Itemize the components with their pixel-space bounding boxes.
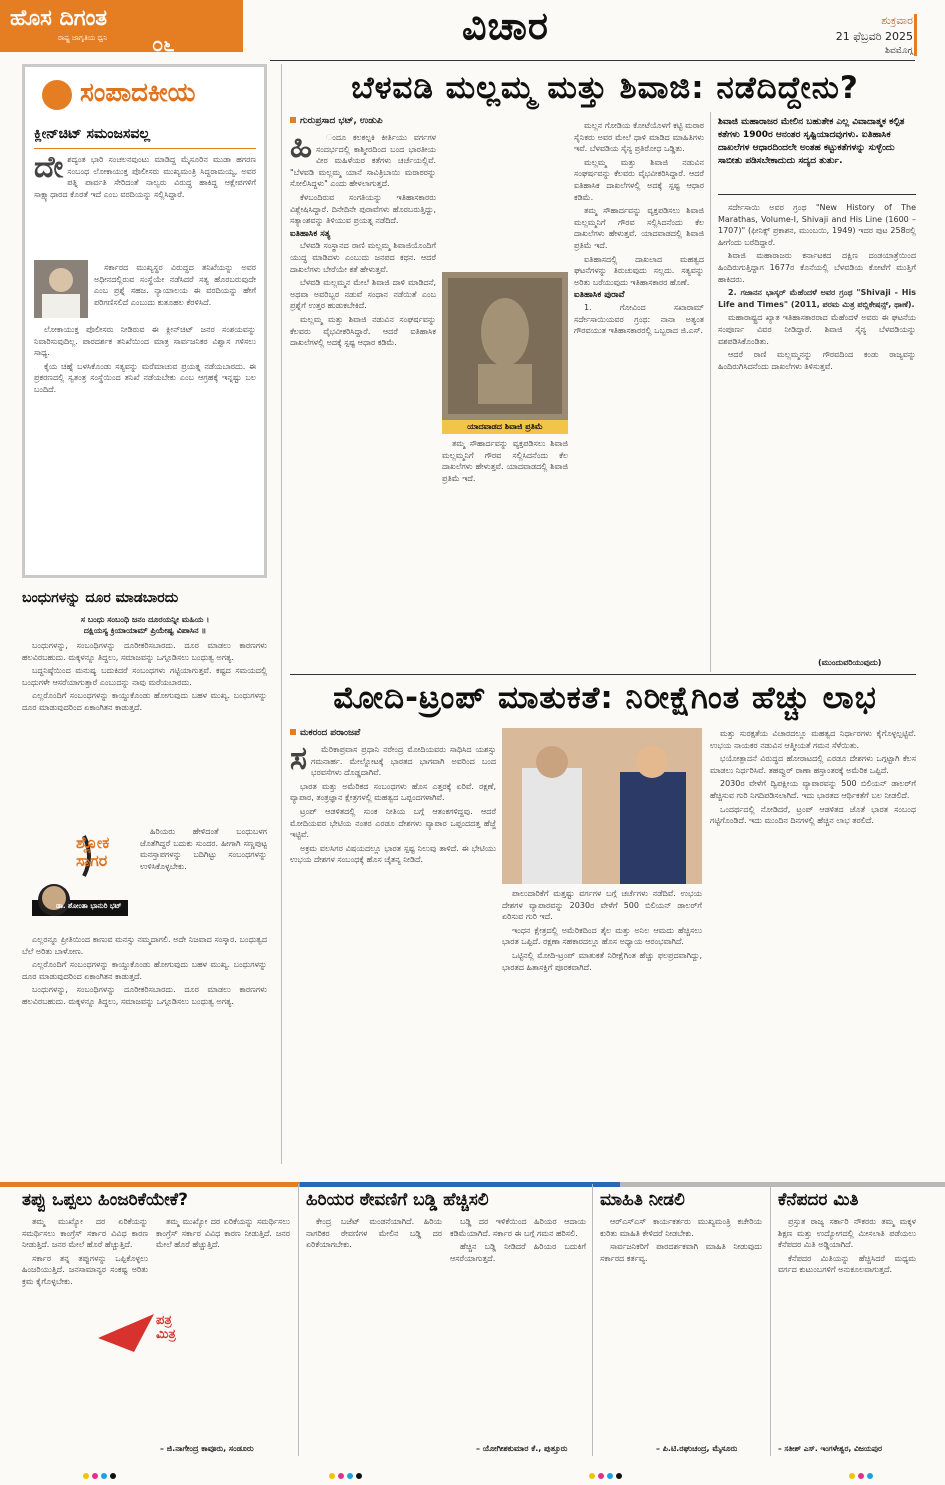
editorial-dropcap: ದೇ bbox=[34, 154, 64, 185]
a1-col2-p2: ಮಲ್ಲಮ್ಮ ಮತ್ತು ಶಿವಾಜಿ ನಡುವಿನ ಸಂಘರ್ಷವನ್ನು ಕೆಲವರು ವೈಭವೀಕರಿಸಿದ್ದಾರೆ. ಆದರೆ ಐತಿಹಾಸಿಕ ದಾಖಲೆಗಳಲ್ಲಿ ಅದಕ್ಕೆ ಸ್ಪಷ್ಟ ಆಧಾರ ಕಡಿಮೆ. bbox=[574, 157, 704, 202]
section-color-bar bbox=[0, 1172, 945, 1177]
editorial-para-3: ಲೋಕಾಯುಕ್ತ ಪೊಲೀಸರು ನೀಡಿರುವ ಈ ಕ್ಲೀನ್‌ಚಿಟ್ ಜನರ ಸಂಶಯವನ್ನು ನಿವಾರಿಸುವುದಿಲ್ಲ. ಪಾರದರ್ಶಕ ತನಿಖೆಯಿಂದ ಮಾತ್ರ ಸಾರ್ವಜನಿಕರ ವಿಶ್ವಾಸ ಗಳಿಸಲು ಸಾಧ್ಯ. bbox=[34, 325, 256, 358]
left-para-4: ಹಿರಿಯರು ಹೇಳಿದಂತೆ ಬಂಧುಬಳಗ ಜೊತೆಗಿದ್ದರೆ ಬದುಕು ಸುಂದರ. ಹೀಗಾಗಿ ಸಣ್ಣಪುಟ್ಟ ಮನಸ್ತಾಪಗಳನ್ನು ಬದಿಗಿಟ್ಟು ಸಂಬಂಧಗಳನ್ನು ಉಳಿಸಿಕೊಳ್ಳಬೇಕು. bbox=[140, 827, 267, 871]
creamy-layer-headline: ಕೆನೆಪದರ ಮಿತಿ bbox=[778, 1190, 859, 1210]
a2-col2-p3: ಒಟ್ಟಿನಲ್ಲಿ ಮೋದಿ-ಟ್ರಂಪ್ ಮಾತುಕತೆ ನಿರೀಕ್ಷೆಗಿಂತ ಹೆಚ್ಚು ಫಲಪ್ರದವಾಗಿದ್ದು, ಭಾರತದ ಹಿತಾಸಕ್ತಿಗೆ ಪೂರಕವಾಗಿದೆ. bbox=[502, 950, 702, 972]
article1-col1b bbox=[442, 438, 568, 672]
a2-col3-p1: ಮತ್ತು ಸುರಕ್ಷತೆಯ ವಿಚಾರದಲ್ಲೂ ಮಹತ್ವದ ನಿರ್ಧಾರಗಳು ಕೈಗೊಳ್ಳಲ್ಪಟ್ಟಿವೆ. ಉಭಯ ನಾಯಕರ ನಡುವಿನ ಆತ್ಮೀಯತೆ ಗಮನ ಸೆಳೆಯಿತು. bbox=[710, 729, 916, 750]
a1-col2-p4: ಐತಿಹಾಸದಲ್ಲಿ ದಾಖಲಾದ ಮಹತ್ವದ ಘಟನೆಗಳನ್ನು ತಿರುಚುವುದು ಸಲ್ಲದು. ಸತ್ಯವನ್ನು ಅರಿತು ಬರೆಯುವುದು ಇತಿಹಾಸಕಾರರ ಹೊಣೆ. bbox=[574, 254, 704, 287]
left-para-1: ಬಂಧುಗಳನ್ನು, ಸಂಬಂಧಿಗಳನ್ನು ದೂರೀಕರಿಸಬಾರದು. ದೂರ ಮಾಡಲು ಕಾರಣಗಳು ಹಲವಿರಬಹುದು. ಮಕ್ಕಳನ್ನೂ ತಿದ್ದಲು, ಸಮಾಜವನ್ನು ಒಗ್ಗೂಡಿಸಲು ಬಂಧುತ್ವ ಅಗತ್ಯ. bbox=[22, 641, 267, 662]
left-para-3b: ಎಲ್ಲರೊಂದಿಗೆ ಸಂಬಂಧಗಳನ್ನು ಕಾಯ್ದುಕೊಂಡು ಹೋಗುವುದು ಬಹಳ ಮುಖ್ಯ. ಬಂಧುಗಳನ್ನು ದೂರ ಮಾಡುವುದರಿಂದ ಏಕಾಂಗಿತನ ಕಾಡುತ್ತದೆ. bbox=[22, 960, 267, 981]
patra-mitra-text: ಪತ್ರ ಮಿತ್ರ bbox=[156, 1313, 176, 1342]
modi-trump-photo bbox=[502, 728, 702, 884]
a1-col2-p3: ತಮ್ಮ ಸೌಹಾರ್ದವನ್ನು ವ್ಯಕ್ತಪಡಿಸಲು ಶಿವಾಜಿ ಮಲ್ಲಮ್ಮನಿಗೆ ಗೌರವ ಸಲ್ಲಿಸಿದನೆಂದು ಕೆಲ ದಾಖಲೆಗಳು ಹೇಳುತ್ತವೆ. ಯಾದವಾಡದಲ್ಲಿ ಶಿವಾಜಿ ಪ್ರತಿಮೆ ಇದೆ. bbox=[574, 206, 704, 250]
newspaper-logo: ಹೊಸ ದಿಗಂತ bbox=[10, 6, 108, 31]
newspaper-tagline: ರಾಷ್ಟ್ರ ಜಾಗೃತಿಯ ಧ್ವನಿ bbox=[58, 34, 108, 42]
side-lead-rule bbox=[718, 194, 916, 195]
a1-side-p5: ಆದರೆ ರಾಣಿ ಮಲ್ಲಮ್ಮನನ್ನು ಗೌರವದಿಂದ ಕಂಡು ರಾಜ್ಯವನ್ನು ಹಿಂದಿರುಗಿಸಿದನೆಂದು ದಾಖಲೆಗಳು ತಿಳಿಸುತ್ತವೆ. bbox=[718, 350, 916, 371]
a1-col2-p1: ಮಲ್ಲನ ಗೋಡಿಯ ಕೋಟೆಯೊಳಗೆ ಕಟ್ಟಿ ಮರಾಠ ಸೈನಿಕರು ಅವರ ಮೇಲೆ ಧಾಳಿ ಮಾಡಿದ ಮಾಹಿತಿಗಳು ಇವೆ. ಬೆಳವಡಿಯ ಸೈನ್ಯ ಪ್ರತಿರೋಧ ಒಡ್ಡಿತು. bbox=[574, 121, 704, 154]
bottom-divider-2 bbox=[592, 1184, 593, 1456]
editorial-body-side bbox=[94, 262, 256, 322]
info-letter-body bbox=[600, 1216, 762, 1442]
c4-p2: ಕೆನೆಪದರ ಮಿತಿಯನ್ನು ಹೆಚ್ಚಿಸಿದರೆ ಮಧ್ಯಮ ವರ್ಗದ ಕುಟುಂಬಗಳಿಗೆ ಅನುಕೂಲವಾಗುತ್ತದೆ. bbox=[778, 1253, 916, 1275]
a2-col2-p2: ಇಂಧನ ಕ್ಷೇತ್ರದಲ್ಲಿ ಅಮೆರಿಕದಿಂದ ತೈಲ ಮತ್ತು ಅನಿಲ ಆಮದು ಹೆಚ್ಚಿಸಲು ಭಾರತ ಒಪ್ಪಿದೆ. ರಕ್ಷಣಾ ಸಹಕಾರದಲ್ಲೂ ಹೊಸ ಅಧ್ಯಾಯ ಆರಂಭವಾಗಿದೆ. bbox=[502, 925, 702, 947]
a1-col1-p5: ಮಲ್ಲಮ್ಮ ಮತ್ತು ಶಿವಾಜಿ ನಡುವಿನ ಸಂಘರ್ಷವನ್ನು ಕೆಲವರು ವೈಭವೀಕರಿಸಿದ್ದಾರೆ. ಆದರೆ ಐತಿಹಾಸಿಕ ದಾಖಲೆಗಳಲ್ಲಿ ಅದಕ್ಕೆ ಸ್ಪಷ್ಟ ಆಧಾರ ಕಡಿಮೆ. bbox=[290, 314, 436, 348]
image-caption: ಯಾದವಾಡದ ಶಿವಾಜಿ ಪ್ರತಿಮೆ bbox=[442, 420, 568, 434]
verse-line-1: ಸ ಬಂಧು ಸಂಬಂಧಿ ಜನಂ ದೂರಯನ್ನೀ ಮಹಿಯ । bbox=[80, 615, 210, 624]
left-para-3: ಎಲ್ಲರೊಂದಿಗೆ ಸಂಬಂಧಗಳನ್ನು ಕಾಯ್ದುಕೊಂಡು ಹೋಗುವುದು ಬಹಳ ಮುಖ್ಯ. ಬಂಧುಗಳನ್ನು ದೂರ ಮಾಡುವುದರಿಂದ ಏಕಾಂಗಿತನ ಕಾಡುತ್ತದೆ. bbox=[22, 691, 267, 712]
editorial-body-top bbox=[34, 154, 256, 262]
a1-col2-p5: 1. ಗೋವಿಂದ ಸಖಾರಾಮ್ ಸರ್ದೇಸಾಯಿಯವರ ಗ್ರಂಥ: ನಾನಾ ಅತ್ಯಂತ ಗೌರವಯುತ ಇತಿಹಾಸಕಾರರಲ್ಲಿ ಒಬ್ಬರಾದ ಜಿ.ಎಸ್. bbox=[574, 302, 704, 336]
deposit-letter-body bbox=[306, 1216, 586, 1442]
left-para-5: ಎಲ್ಲರನ್ನೂ ಪ್ರೀತಿಯಿಂದ ಕಾಣುವ ಮನಸ್ಸು ನಮ್ಮದಾಗಲಿ. ಅದೇ ನಿಜವಾದ ಸಂಸ್ಕಾರ. ಬಂಧುತ್ವದ ಬೆಲೆ ಅರಿತು ಬಾಳೋಣ. bbox=[22, 935, 267, 956]
c3-p1: ಆರ್‌ಎಸ್‌ಎಸ್ ಕಾರ್ಯಕರ್ತರು ಮುಖ್ಯಮಂತ್ರಿ ಕಚೇರಿಯ ಕುರಿತು ಮಾಹಿತಿ ಕೇಳಿದರೆ ನೀಡಬೇಕು. bbox=[600, 1217, 762, 1238]
masthead-accent-bar bbox=[914, 14, 917, 56]
c2-p2: ಬಡ್ಡಿ ದರ ಇಳಿಕೆಯಿಂದ ಹಿರಿಯರ ಆದಾಯ ಕಡಿಮೆಯಾಗಿದೆ. ಸರ್ಕಾರ ಈ ಬಗ್ಗೆ ಗಮನ ಹರಿಸಲಿ. bbox=[450, 1217, 586, 1238]
article2-col3 bbox=[710, 728, 916, 1162]
a1-side-p1: ಸರ್ದೇಸಾಯಿ ಅವರ ಗ್ರಂಥ "New History of The Marathas, Volume-I, Shivaji and His Line (1600 – 1707)" (ಫೀನಿಕ್ಸ್ ಪ್ರಕಾಶನ, ಮುಂಬಯಿ, 1949) ಇದರ ಪುಟ 258ರಲ್ಲಿ ಹೀಗೆಂದು ಬರೆದಿದ್ದಾರೆ. bbox=[718, 203, 916, 247]
a1-col1-p3: ಬೆಳವಡಿ ಸಂಸ್ಥಾನದ ರಾಣಿ ಮಲ್ಲಮ್ಮ ಶಿವಾಜಿಯೊಂದಿಗೆ ಯುದ್ಧ ಮಾಡಿದಳು ಎಂಬುದು ಜನಪದ ಕಥನ. ಆದರೆ ದಾಖಲೆಗಳು ಬೇರೆಯೇ ಕತೆ ಹೇಳುತ್ತವೆ. bbox=[290, 241, 436, 274]
a1-side-p4: ಮಹಾರಾಷ್ಟ್ರದ ಖ್ಯಾತ ಇತಿಹಾಸಕಾರರಾದ ಮೆಹೆಂದಳೆ ಅವರು ಈ ಘಟನೆಯ ಸಂಪೂರ್ಣ ವಿವರ ನೀಡಿದ್ದಾರೆ. ಶಿವಾಜಿ ಸೈನ್ಯ ಬೆಳವಡಿಯನ್ನು ವಶಪಡಿಸಿಕೊಂಡಿತು. bbox=[718, 313, 916, 346]
article1-col2 bbox=[574, 120, 704, 672]
c3-p2: ಸಾರ್ವಜನಿಕರಿಗೆ ಪಾರದರ್ಶಕವಾಗಿ ಮಾಹಿತಿ ನೀಡುವುದು ಸರ್ಕಾರದ ಕರ್ತವ್ಯ. bbox=[600, 1242, 762, 1263]
article2-col2 bbox=[502, 888, 702, 1162]
article2-col1 bbox=[290, 744, 496, 1162]
article1-subhead-2: ಐತಿಹಾಸಿಕ ಪುರಾವೆ bbox=[574, 290, 625, 301]
editorial-para-2: ಸರ್ಕಾರದ ಮುಖ್ಯಸ್ಥರ ವಿರುದ್ಧದ ತನಿಖೆಯನ್ನು ಅವರ ಅಧೀನದಲ್ಲಿರುವ ಸಂಸ್ಥೆಯೇ ನಡೆಸಿದರೆ ಸತ್ಯ ಹೊರಬರುವುದೇ ಎಂಬ ಪ್ರಶ್ನೆ ಸಹಜ. ನ್ಯಾಯಾಲಯ ಈ ವರದಿಯನ್ನು ಹೇಗೆ ಪರಿಗಣಿಸಲಿದೆ ಎಂಬುದು ಕುತೂಹಲ ಕೆರಳಿಸಿದೆ. bbox=[94, 263, 256, 307]
editorial-headline: ಕ್ಲೀನ್‌ಚಿಟ್ ಸಮಂಜಸವಲ್ಲ bbox=[34, 126, 151, 142]
article1-headline: ಬೆಳವಡಿ ಮಲ್ಲಮ್ಮ ಮತ್ತು ಶಿವಾಜಿ: ನಡೆದಿದ್ದೇನು? bbox=[351, 70, 859, 106]
section-title: ವಿಚಾರ bbox=[462, 4, 549, 48]
a1-col1-p4: ಬೆಳವಡಿ ಮಲ್ಲಮ್ಮನ ಮೇಲೆ ಶಿವಾಜಿ ದಾಳಿ ಮಾಡಿದನೆ, ಅಥವಾ ಅವರಿಬ್ಬರ ನಡುವೆ ಸಂಧಾನ ನಡೆಯಿತೆ ಎಂಬ ಪ್ರಶ್ನೆಗೆ ಉತ್ತರ ಹುಡುಕಬೇಕಿದೆ. bbox=[290, 278, 436, 311]
article-divider bbox=[290, 674, 916, 675]
a2-col3-p3: 2030ರ ವೇಳೆಗೆ ದ್ವಿಪಕ್ಷೀಯ ವ್ಯಾಪಾರವನ್ನು 500 ಬಿಲಿಯನ್ ಡಾಲರ್‌ಗೆ ಹೆಚ್ಚಿಸುವ ಗುರಿ ನಿಗದಿಪಡಿಸಲಾಗಿದೆ. ಇದು ಭಾರತದ ಆರ್ಥಿಕತೆಗೆ ಬಲ ನೀಡಲಿದೆ. bbox=[710, 779, 916, 800]
registration-marks bbox=[82, 1466, 882, 1485]
emblem-icon bbox=[42, 80, 72, 110]
a1-col1-p1: ಂದೂ ಕಲಕಲ್ಪಕಿ ಕೀರ್ತಿಯು ವರ್ಗಗಳ ಸಂದರ್ಭದಲ್ಲಿ ಕಾಶ್ಮೀರದಿಂದ ಬಂದ ಭಾರತೀಯ ವೀರ ಮಹಿಳೆಯರ ಕತೆಗಳು ಚರ್ಚೆಯಲ್ಲಿವೆ. "ಬೆಳವಡಿ ಮಲ್ಲಮ್ಮ ಯಾನೆ ಸಾವಿತ್ರಿಬಾಯಿ ಮರಾಠರನ್ನು ಸೋಲಿಸಿದ್ದಳು" ಎಂದು ಹೇಳಲಾಗುತ್ತದೆ. bbox=[290, 133, 436, 189]
left-para-1b: ಬಂಧುಗಳನ್ನು, ಸಂಬಂಧಿಗಳನ್ನು ದೂರೀಕರಿಸಬಾರದು. ದೂರ ಮಾಡಲು ಕಾರಣಗಳು ಹಲವಿರಬಹುದು. ಮಕ್ಕಳನ್ನೂ ತಿದ್ದಲು, ಸಮಾಜವನ್ನು ಒಗ್ಗೂಡಿಸಲು ಬಂಧುತ್ವ ಅಗತ್ಯ. bbox=[22, 985, 267, 1006]
deposit-letter-author: – ಯೋಗೀಶಕುಮಾರ ಕೆ., ಪುತ್ತೂರು bbox=[476, 1444, 568, 1453]
shloka-verse bbox=[30, 614, 260, 636]
creamy-layer-author: – ಸತೀಶ್ ಎಸ್. ಇಂಗಳೇಶ್ವರ, ವಿಜಯಪುರ bbox=[778, 1444, 882, 1453]
left-para-2: ಬದ್ಧನಿಷ್ಠೆಯಿಂದ ಮನುಷ್ಯ ಬದುಕಿದರೆ ಸಂಬಂಧಗಳು ಗಟ್ಟಿಯಾಗುತ್ತವೆ. ಕಷ್ಟದ ಸಮಯದಲ್ಲಿ ಬಂಧುಗಳೇ ಆಸರೆಯಾಗುತ್ತಾರೆ ಎಂಬುದನ್ನು ನಾವು ಮರೆಯಬಾರದು. bbox=[22, 666, 267, 687]
deposit-letter-headline: ಹಿರಿಯರ ಠೇವಣಿಗೆ ಬಡ್ಡಿ ಹೆಚ್ಚಿಸಲಿ bbox=[306, 1190, 489, 1210]
editorial-para-1: ಶದ್ಯಂತ ಭಾರಿ ಸಂಚಲನವುಂಟು ಮಾಡಿದ್ದ ಮೈಸೂರಿನ ಮುಡಾ ಹಗರಣ ಸಂಬಂಧ ಲೋಕಾಯುಕ್ತ ಪೊಲೀಸರು ಮುಖ್ಯಮಂತ್ರಿ ಸಿದ್ದರಾಮಯ್ಯ, ಅವರ ಪತ್ನಿ ಪಾರ್ವತಿ ಸೇರಿದಂತೆ ನಾಲ್ವರು ವಿರುದ್ಧ ಹಾಕಿದ್ದ ಆಕ್ಷೇಪಗಳಿಗೆ ಸಾಕ್ಷ್ಯಾಧಾರದ ಕೊರತೆ ಇದೆ ಎಂಬ ವರದಿಯನ್ನು ಸಲ್ಲಿಸಿದ್ದಾರೆ. bbox=[34, 155, 256, 199]
left-article-body-top bbox=[22, 640, 267, 820]
a1-side-p2: ಶಿವಾಜಿ ಮಹಾರಾಜರು ಕರ್ನಾಟಕದ ದಕ್ಷಿಣ ದಂಡಯಾತ್ರೆಯಿಂದ ಹಿಂದಿರುಗುತ್ತಿದ್ದಾಗ 1677ರ ಕೊನೆಯಲ್ಲಿ ಬೆಳವಡಿಯ ಕೋಟೆಗೆ ಮುತ್ತಿಗೆ ಹಾಕಿದರು. bbox=[718, 251, 916, 284]
letters-p3: ತಮ್ಮ ಮುಖ್ಯೋ ದರ ಏರಿಕೆಯನ್ನು ಸಮರ್ಥಿಸಲು ಕಾಂಗ್ರೆಸ್ ಸರ್ಕಾರ ವಿವಿಧ ಕಾರಣ ನೀಡುತ್ತಿದೆ. ಜನರ ಮೇಲೆ ಹೊರೆ ಹೆಚ್ಚುತ್ತಿದೆ. bbox=[156, 1217, 290, 1250]
column-divider-right bbox=[710, 112, 711, 672]
letters-col2 bbox=[156, 1216, 290, 1446]
bottom-divider-3 bbox=[770, 1184, 771, 1456]
article2-headline: ಮೋದಿ-ಟ್ರಂಪ್ ಮಾತುಕತೆ: ನಿರೀಕ್ಷೆಗಿಂತ ಹೆಚ್ಚು ಲಾಭ bbox=[333, 680, 877, 716]
left-article-body-bottom bbox=[22, 934, 267, 1162]
a1-col1-p2: ಕೆಳಬಂದಿರುವ ಸಂಗತಿಯನ್ನು ಇತಿಹಾಸಕಾರರು ವಿಶ್ಲೇಷಿಸಿದ್ದಾರೆ. ದಿನೇದಿನೇ ಪುರಾವೆಗಳು ಹೊರಬರುತ್ತಿದ್ದು, ಸತ್ಯಾಂಶವನ್ನು ತಿಳಿಯುವ ಪ್ರಯತ್ನ ನಡೆದಿದೆ. bbox=[290, 192, 436, 226]
shivaji-statue-image bbox=[442, 272, 568, 420]
cm-photo bbox=[34, 260, 88, 318]
issue-day: ಶುಕ್ರವಾರ bbox=[881, 14, 913, 27]
left-article-body-side bbox=[140, 826, 267, 930]
verse-line-2: ದಕ್ಷಿಯಸ್ಯ ಕ್ರಿಯಾಯಾಮ್ ಪ್ರಿಯೇಷ್ವ ವಿಪಾಸಿನ ॥ bbox=[83, 626, 207, 635]
c2-p1: ಕೇಂದ್ರ ಬಜೆಟ್ ಮಂಡನೆಯಾಗಿದೆ. ಹಿರಿಯ ನಾಗರಿಕರ ಠೇವಣಿಗಳ ಮೇಲಿನ ಬಡ್ಡಿ ದರ ಏರಿಕೆಯಾಗಬೇಕು. bbox=[306, 1217, 442, 1250]
article1-byline: ಗುರುಪ್ರಸಾದ ಭಟ್, ಉಡುಪಿ bbox=[290, 116, 383, 126]
masthead-divider bbox=[270, 60, 915, 61]
article1-side-body bbox=[718, 202, 916, 660]
left-article-headline: ಬಂಧುಗಳನ್ನು ದೂರ ಮಾಡಬಾರದು bbox=[22, 590, 179, 606]
a2-col2-p1: ಪಾಲುದಾರಿಕೆಗೆ ಮತ್ತಷ್ಟು ವರ್ಗಗಳ ಬಗ್ಗೆ ಚರ್ಚೆಗಳು ನಡೆದಿವೆ. ಉಭಯ ದೇಶಗಳ ವ್ಯಾಪಾರವನ್ನು 2030ರ ವೇಳೆಗೆ 500 ಬಿಲಿಯನ್ ಡಾಲರ್‌ಗೆ ಏರಿಸುವ ಗುರಿ ಇದೆ. bbox=[502, 889, 702, 922]
editorial-body-bottom bbox=[34, 324, 256, 568]
issue-date: 21 ಫೆಬ್ರವರಿ 2025 bbox=[835, 30, 913, 43]
editorial-divider bbox=[34, 148, 256, 149]
a2-col1-p2: ಭಾರತ ಮತ್ತು ಅಮೆರಿಕದ ಸಂಬಂಧಗಳು ಹೊಸ ಎತ್ತರಕ್ಕೆ ಏರಿವೆ. ರಕ್ಷಣೆ, ವ್ಯಾಪಾರ, ತಂತ್ರಜ್ಞಾನ ಕ್ಷೇತ್ರಗಳಲ್ಲಿ ಮಹತ್ವದ ಒಪ್ಪಂದಗಳಾಗಿವೆ. bbox=[290, 781, 496, 803]
letters-author: – ಜಿ.ನಾಗೇಂದ್ರ ಕಾವೂರು, ಸಂಡೂರು bbox=[160, 1444, 254, 1453]
c2-p3: ಹೆಚ್ಚಿನ ಬಡ್ಡಿ ನೀಡಿದರೆ ಹಿರಿಯರ ಬದುಕಿಗೆ ಆಸರೆಯಾಗುತ್ತದೆ. bbox=[450, 1242, 586, 1263]
article2-dropcap: ಸ bbox=[290, 744, 307, 777]
a2-col3-p4: ಒಂದರ್ಥದಲ್ಲಿ ನೋಡಿದರೆ, ಟ್ರಂಪ್ ಆಡಳಿತದ ಜೊತೆ ಭಾರತ ಸಂಬಂಧ ಗಟ್ಟಿಗೊಂಡಿದೆ. ಇದು ಮುಂದಿನ ದಿನಗಳಲ್ಲಿ ಹೆಚ್ಚಿನ ಲಾಭ ತರಲಿದೆ. bbox=[710, 804, 916, 826]
edition-city: ಶಿವಮೊಗ್ಗ bbox=[885, 46, 913, 56]
info-letter-author: – ಪಿ.ಟಿ.ರಘುಚಂದ್ರ, ಮೈಸೂರು bbox=[656, 1444, 738, 1453]
a1-col1b-p1: ತಮ್ಮ ಸೌಹಾರ್ದವನ್ನು ವ್ಯಕ್ತಪಡಿಸಲು ಶಿವಾಜಿ ಮಲ್ಲಮ್ಮನಿಗೆ ಗೌರವ ಸಲ್ಲಿಸಿದನೆಂದು ಕೆಲ ದಾಖಲೆಗಳು ಹೇಳುತ್ತವೆ. ಯಾದವಾಡದಲ್ಲಿ ಶಿವಾಜಿ ಪ್ರತಿಮೆ ಇದೆ. bbox=[442, 439, 568, 483]
a2-col3-p2: ಭಯೋತ್ಪಾದನೆ ವಿರುದ್ಧದ ಹೋರಾಟದಲ್ಲಿ ಎರಡೂ ದೇಶಗಳು ಒಗ್ಗಟ್ಟಾಗಿ ಕೆಲಸ ಮಾಡಲು ನಿರ್ಧರಿಸಿವೆ. ತಹವ್ವುರ್ ರಾಣಾ ಹಸ್ತಾಂತರಕ್ಕೆ ಅಮೆರಿಕ ಒಪ್ಪಿದೆ. bbox=[710, 754, 916, 775]
editorial-label: ಸಂಪಾದಕೀಯ bbox=[80, 78, 196, 108]
editorial-para-4: ಕೈಯ ಚಿಹ್ನೆ ಬಳಸಿಕೊಂಡು ಸತ್ಯವನ್ನು ಮರೆಮಾಚುವ ಪ್ರಯತ್ನ ನಡೆಯಬಾರದು. ಈ ಪ್ರಕರಣದಲ್ಲಿ ಸ್ವತಂತ್ರ ಸಂಸ್ಥೆಯಿಂದ ತನಿಖೆ ನಡೆಯಬೇಕು ಎಂಬ ಆಗ್ರಹಕ್ಕೆ ಇನ್ನಷ್ಟು ಬಲ ಬಂದಿದೆ. bbox=[34, 361, 256, 394]
continued-marker: (ಮುಂದುವರಿಯುವುದು) bbox=[818, 658, 882, 667]
page-number: ೦೬ bbox=[152, 32, 175, 56]
a2-col1-p3: ಟ್ರಂಪ್ ಆಡಳಿತದಲ್ಲಿ ಸುಂಕ ನೀತಿಯ ಬಗ್ಗೆ ಆತಂಕಗಳಿದ್ದವು. ಆದರೆ ಮೋದಿಯವರ ಭೇಟಿಯ ನಂತರ ಎರಡೂ ದೇಶಗಳು ವ್ಯಾಪಾರ ಒಪ್ಪಂದದತ್ತ ಹೆಜ್ಜೆ ಇಟ್ಟಿವೆ. bbox=[290, 806, 496, 840]
column-author: ಡಾ. ಶೋಂತಾ ಭಾನುರಿ ಭಟ್ bbox=[56, 902, 122, 910]
bottom-divider-1 bbox=[298, 1184, 299, 1456]
letters-p1: ತಮ್ಮ ಮುಖ್ಯೋ ದರ ಏರಿಕೆಯನ್ನು ಸಮರ್ಥಿಸಲು ಕಾಂಗ್ರೆಸ್ ಸರ್ಕಾರ ವಿವಿಧ ಕಾರಣ ನೀಡುತ್ತಿದೆ. ಜನರ ಮೇಲೆ ಹೊರೆ ಹೆಚ್ಚುತ್ತಿದೆ. bbox=[22, 1217, 148, 1250]
column-name: ಶ್ಲೋಕ ಸಾಗರ bbox=[76, 833, 110, 870]
article2-byline: ಮಕರಂದ ಪರಾಂಜಪೆ bbox=[290, 728, 360, 738]
article1-side-lead: ಶಿವಾಜಿ ಮಹಾರಾಜರ ಮೇಲಿನ ಬಹುತೇಕ ಎಲ್ಲ ವಿವಾದಾತ್ಮಕ ಕಲ್ಪಿತ ಕತೆಗಳು 1900ರ ಆನಂತರ ಸೃಷ್ಟಿಯಾದವುಗಳು. ಐತಿಹಾಸಿಕ ದಾಖಲೆಗಳ ಆಧಾರದಿಂದಲೇ ಅಂತಹ ಕಟ್ಟುಕತೆಗಳನ್ನು ಸುಳ್ಳೆಂದು ಸಾಬೀತು ಪಡಿಸಬೇಕಾದುದು ಸದ್ಯದ ತುರ್ತು. bbox=[718, 117, 905, 166]
article1-col1 bbox=[290, 132, 436, 672]
letters-headline: ತಪ್ಪು ಒಪ್ಪಲು ಹಿಂಜರಿಕೆಯೇಕೆ? bbox=[22, 1190, 188, 1210]
article1-subhead-1: ಐತಿಹಾಸಿಕ ಸತ್ಯ bbox=[290, 228, 331, 239]
a1-side-p3: 2. ಗಜಾನನ ಭಾಸ್ಕರ್ ಮೆಹೆಂದಳೆ ಅವರ ಗ್ರಂಥ "Shivaji - His Life and Times" (2011, ಪರಮ ಮಿತ್ರ ಪಬ್ಲಿಕೇಷನ್ಸ್, ಥಾಣೆ). bbox=[718, 288, 916, 309]
column-divider-left bbox=[281, 64, 282, 1164]
a2-col1-p1: ಮೆರಿಕಾಪ್ರವಾಸ ಪ್ರಧಾನಿ ನರೇಂದ್ರ ಮೋದಿಯವರು ಸಾಧಿಸಿದ ಯಶಸ್ಸು ಗಮನಾರ್ಹ. ಮೇಲ್ನೋಟಕ್ಕೆ ಭಾರತದ ಭಾಗವಾಗಿ ಅವರಿಂದ ಬಂದ ಭರವಸೆಗಳು ದೊಡ್ಡದಾಗಿವೆ. bbox=[311, 745, 496, 778]
info-letter-headline: ಮಾಹಿತಿ ನೀಡಲಿ bbox=[600, 1190, 685, 1210]
letters-p2: ಸರ್ಕಾರ ತನ್ನ ತಪ್ಪುಗಳನ್ನು ಒಪ್ಪಿಕೊಳ್ಳಲು ಹಿಂಜರಿಯುತ್ತಿದೆ. ಜನಸಾಮಾನ್ಯರ ಸಂಕಷ್ಟ ಅರಿತು ಕ್ರಮ ಕೈಗೊಳ್ಳಬೇಕು. bbox=[22, 1253, 148, 1286]
c4-p1: ಪ್ರಸ್ತುತ ರಾಜ್ಯ ಸರ್ಕಾರಿ ನೌಕರರು ತಮ್ಮ ಮಕ್ಕಳ ಶಿಕ್ಷಣ ಮತ್ತು ಉದ್ಯೋಗದಲ್ಲಿ ಮೀಸಲಾತಿ ಪಡೆಯಲು ಕೆನೆಪದರ ಮಿತಿ ಅಡ್ಡಿಯಾಗಿದೆ. bbox=[778, 1217, 916, 1250]
creamy-layer-body bbox=[778, 1216, 916, 1442]
article1-dropcap: ಹಿ bbox=[290, 132, 312, 165]
a2-col1-p4: ಅಕ್ರಮ ವಲಸಿಗರ ವಿಷಯದಲ್ಲೂ ಭಾರತ ಸ್ಪಷ್ಟ ನಿಲುವು ತಾಳಿದೆ. ಈ ಭೇಟಿಯು ಉಭಯ ದೇಶಗಳ ಸಂಬಂಧಕ್ಕೆ ಹೊಸ ಚೈತನ್ಯ ನೀಡಿದೆ. bbox=[290, 843, 496, 865]
